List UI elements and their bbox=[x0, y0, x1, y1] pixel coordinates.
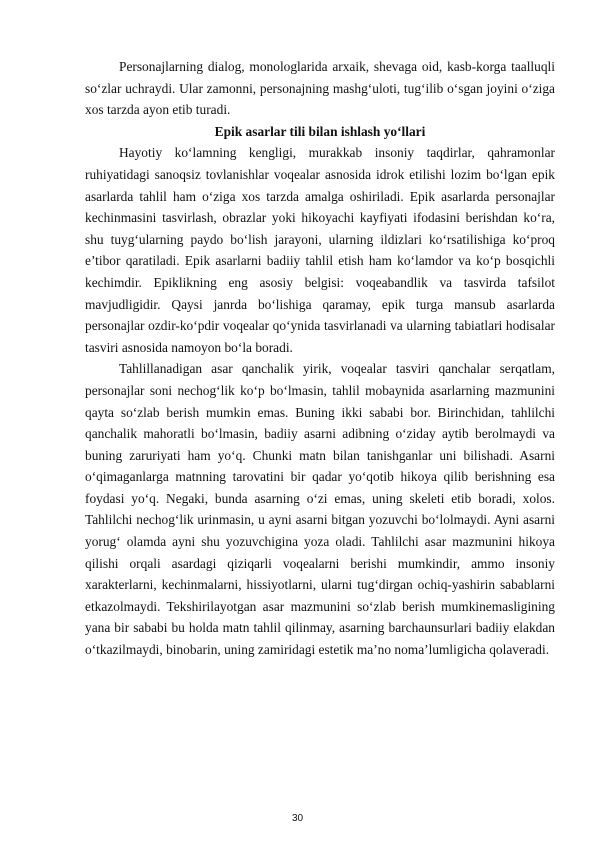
document-body bbox=[85, 56, 555, 661]
paragraph-epic-analysis: Hayotiy ko‘lamning kengligi, murakkab insoniy taqdirlar, qahramonlar ruhiyatidagi sanoqsiz tovlanishlar voqealar asnosida idrok etilishi lozim bo‘lgan epik asarlarda tahlil ham o‘ziga xos tarzda amalga oshiriladi. Epik asarlarda personajlar kechinmasini tasvirlash, obrazlar yoki hikoyachi kayfiyati ifodasini berishdan ko‘ra, shu tuyg‘ularning paydo bo‘lish jarayoni, ularning ildizlari ko‘rsatilishiga ko‘proq e’tibor qaratiladi. Epik asarlarni badiiy tahlil etish ham ko‘lamdor va ko‘p bosqichli kechimdir. Epiklikning eng asosiy belgisi: voqeabandlik va tasvirda tafsilot mavjudligidir. Qaysi janrda bo‘lishiga qaramay, epik turga mansub asarlarda personajlar ozdir-ko‘pdir voqealar qo‘ynida tasvirlanadi va ularning tabiatlari hodisalar tasviri asnosida namoyon bo‘la boradi. bbox=[85, 145, 555, 355]
paragraph-intro: Personajlarning dialog, monologlarida arxaik, shevaga oid, kasb-korga taalluqli so‘zlar uchraydi. Ular zamonni, personajning mashg‘uloti, tug‘ilib o‘sgan joyini o‘ziga xos tarzda ayon etib turadi. bbox=[85, 59, 555, 118]
page-number: 30 bbox=[291, 813, 304, 824]
section-heading: Epik asarlar tili bilan ishlash yo‘llari bbox=[214, 123, 426, 139]
paragraph-retelling: Tahlillanadigan asar qanchalik yirik, voqealar tasviri qanchalar serqatlam, personajlar soni nechog‘lik ko‘p bo‘lmasin, tahlil mobaynida asarlarning mazmunini qayta so‘zlab berish mumkin emas. Buning ikki sababi bor. Birinchidan, tahlilchi qanchalik mahoratli bo‘lmasin, badiiy asarni adibning o‘ziday aytib berolmaydi va buning zaruriyati ham yo‘q. Chunki matn bilan tanishganlar uni bilishadi. Asarni o‘qimaganlarga matnning tarovatini bir qadar yo‘qotib hikoya qilib berishning esa foydasi yo‘q. Negaki, bunda asarning o‘zi emas, uning skeleti etib boradi, xolos. Tahlilchi nechog‘lik urinmasin, u ayni asarni bitgan yozuvchi bo‘lolmaydi. Ayni asarni yorug‘ olamda ayni shu yozuvchigina yoza oladi. Tahlilchi asar mazmunini hikoya qilishi orqali asardagi qiziqarli voqealarni berishi mumkindir, ammo insoniy xarakterlarni, kechinmalarni, hissiyotlarni, ularni tug‘dirgan ochiq-yashirin sabablarni etkazolmaydi. Tekshirilayotgan asar mazmunini so‘zlab berish mumkinemasligining yana bir sababi bu holda matn tahlil qilinmay, asarning barchaunsurlari badiiy elakdan o‘tkazilmaydi, binobarin, uning zamiridagi estetik ma’no noma’lumligicha qolaveradi. bbox=[85, 361, 555, 658]
